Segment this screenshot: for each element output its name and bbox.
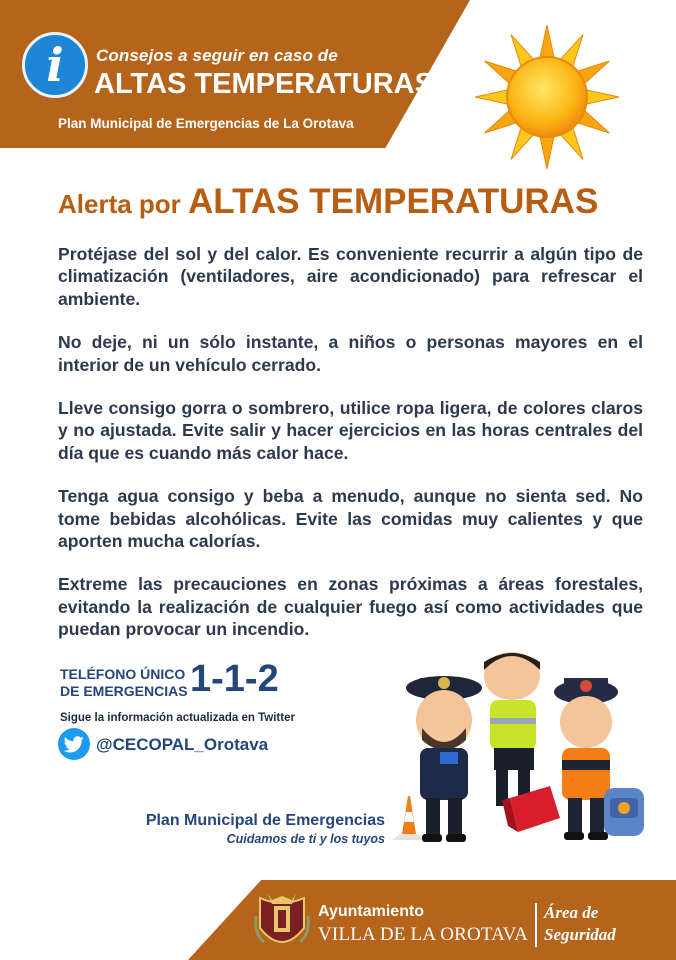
header-subtitle: Consejos a seguir en caso de: [96, 46, 338, 65]
advice-paragraph: Tenga agua consigo y beba a menudo, aunque no sienta sed. No tome bebidas alcohólicas. Evite las comidas muy calientes y que aporten mucha calorías.: [58, 486, 643, 552]
emergency-phone-number[interactable]: 1-1-2: [190, 658, 279, 700]
emergency-worker-figure: [554, 678, 644, 840]
phone-label-line-2: DE EMERGENCIAS: [60, 683, 188, 699]
emergency-phone-label: [60, 666, 195, 700]
twitter-icon[interactable]: [58, 728, 90, 760]
police-officer-figure: [406, 676, 482, 842]
advice-paragraph: Lleve consigo gorra o sombrero, utilice ropa ligera, de colores claros y no ajustada. Evite salir y hacer ejercicios en las horas centrales del día que es cuando más calor hace.: [58, 398, 643, 463]
advice-paragraph: Protéjase del sol y del calor. Es conveniente recurrir a algún tipo de climatización (ventiladores, aire acondicionado) para refrescar el ambiente.: [58, 244, 643, 309]
footer-divider: [535, 903, 537, 947]
footer-area-line-2: Seguridad: [544, 925, 616, 944]
advice-list: [58, 243, 643, 662]
twitter-follow-text: Sigue la información actualizada en Twitter: [60, 712, 295, 724]
header-plan-name: Plan Municipal de Emergencias de La Orotava: [58, 116, 354, 131]
info-icon: i: [22, 32, 88, 98]
plan-title: Plan Municipal de Emergencias: [145, 812, 385, 829]
footer-villa-name: VILLA DE LA OROTAVA: [318, 924, 529, 945]
plan-slogan: Cuidamos de ti y los tuyos: [226, 832, 385, 846]
twitter-handle[interactable]: @CECOPAL_Orotava: [96, 735, 269, 754]
footer-area-line-1: Área de: [544, 903, 599, 922]
emergency-staff-illustration: [390, 648, 650, 848]
advice-paragraph: Extreme las precauciones en zonas próximas a áreas forestales, evitando la realización de cualquier fuego así como actividades que puedan provocar un incendio.: [58, 574, 643, 640]
civil-protection-figure: [484, 652, 560, 832]
sun-ray: [540, 134, 555, 169]
sun-ray: [540, 25, 555, 60]
coat-of-arms-icon: [254, 890, 310, 952]
advice-paragraph: No deje, ni un sólo instante, a niños o personas mayores en el interior de un vehículo cerrado.: [58, 332, 643, 375]
alert-title: [58, 182, 598, 222]
header-title: ALTAS TEMPERATURAS: [94, 68, 434, 100]
sun-ray: [584, 90, 619, 105]
sun-ray: [475, 90, 510, 105]
alert-title-prefix: Alerta por: [58, 189, 189, 219]
footer-ayuntamiento: Ayuntamiento: [318, 903, 425, 920]
traffic-cone-icon: [392, 796, 426, 840]
twitter-bird-icon: [64, 736, 84, 753]
alert-title-emphasis: ALTAS TEMPERATURAS: [188, 182, 599, 221]
sun-icon: [468, 22, 626, 172]
phone-label-line-1: TELÉFONO ÚNICO: [60, 666, 186, 682]
